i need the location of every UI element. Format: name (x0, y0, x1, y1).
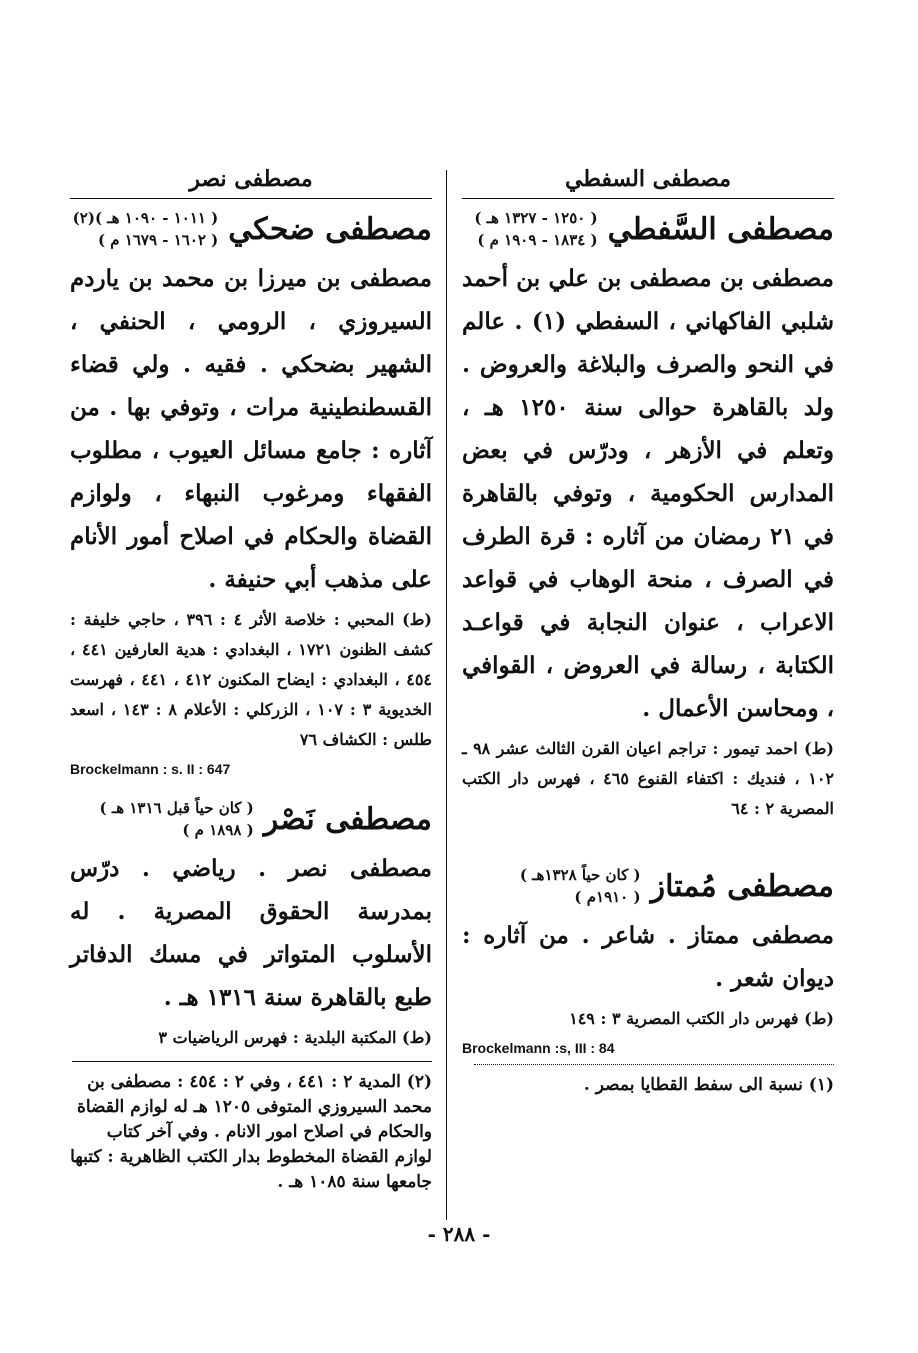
entry-body: مصطفى نصر . رياضي . درّس بمدرسة الحقوق المصرية . له الأسلوب المتواتر في مسك الدفاتر طبع بالقاهرة سنة ١٣١٦ هـ . (70, 855, 432, 1011)
entry-dates (73, 207, 219, 251)
entry-name: مصطفى نَصْر (263, 801, 432, 837)
entry-sources: (ط) فهرس دار الكتب المصرية ٣ : ١٤٩ (569, 1009, 834, 1028)
entry-body: مصطفى ممتاز . شاعر . من آثاره : ديوان شعر . (462, 922, 834, 992)
entry-name: مصطفى مُمتاز (650, 868, 834, 904)
entry-heading (70, 207, 432, 251)
right-column-header: مصطفى السفطي (565, 166, 731, 192)
latin-reference: Brockelmann : s. II : 647 (70, 761, 231, 777)
entry-name: مصطفى السَّفطي (607, 211, 834, 247)
entry-heading (462, 207, 834, 251)
entry-sources: (ط) احمد تيمور : تراجم اعيان القرن الثالث عشر ٩٨ ـ ١٠٢ ، فنديك : اكتفاء القنوع ٤٦٥ ، فهرس دار الكتب المصرية ٢ : ٦٤ (462, 739, 834, 818)
dates-gregorian: ( ١٦٠٢ - ١٦٧٩ م ) (97, 231, 219, 249)
entry-name: مصطفى ضحكي (228, 211, 432, 247)
footnote: (٢) المدية ٢ : ٤٤١ ، وفي ٢ : ٤٥٤ : مصطفى بن محمد السيروزي المتوفى ١٢٠٥ هـ له لوازم القضاة والحكام في اصلاح امور الانام . وفي آخر كتاب لوازم القضاة المخطوط بدار الكتب الظاهرية : كتبها جامعها سنة ١٠٨٥ هـ . (70, 1072, 432, 1192)
dates-hijri: ( ١٠١١ - ١٠٩٠ هـ )(٢) (72, 209, 219, 227)
footnote-rule (72, 1061, 432, 1062)
dates-gregorian: ( ١٨٣٤ - ١٩٠٩ م ) (477, 231, 598, 249)
latin-reference: Brockelmann :s, III : 84 (462, 1040, 615, 1056)
dates-hijri: ( كان حياً ١٣٢٨هـ ) (519, 866, 641, 884)
left-column (70, 160, 432, 1195)
entry-dates (100, 797, 254, 841)
header-rule (70, 198, 432, 199)
entry-dates (474, 207, 597, 251)
dates-hijri: ( كان حياً قبل ١٣١٦ هـ ) (99, 799, 254, 817)
column-divider (446, 170, 447, 1220)
entry-heading (70, 797, 432, 841)
entry-sources: (ط) المحبي : خلاصة الأثر ٤ : ٣٩٦ ، حاجي خليفة : كشف الظنون ١٧٢١ ، البغدادي : هدية العارفين ٤٤١ ، ٤٥٤ ، البغدادي : ايضاح المكنون ٤١٢ ، ٤٤١ ، فهرست الخديوية ٣ : ١٠٧ ، الزركلي : الأعلام ٨ : ١٤٣ ، اسعد طلس : الكشاف ٧٦ (70, 610, 433, 749)
page-number: - ٢٨٨ - (427, 1222, 491, 1246)
entry-dates (520, 864, 641, 908)
footnote: (١) نسبة الى سفط القطايا بمصر . (583, 1075, 834, 1095)
dates-hijri: ( ١٢٥٠ - ١٣٢٧ هـ ) (474, 209, 598, 227)
entry-body: مصطفى بن مصطفى بن علي بن أحمد شلبي الفاكهاني ، السفطي (١) . عالم في النحو والصرف والبلاغة والعروض . ولد بالقاهرة حوالى سنة ١٢٥٠ هـ ، وتعلم في الأزهر ، ودرّس في بعض المدارس الحكومية ، وتوفي بالقاهرة في ٢١ رمضان من آثاره : قرة الطرف في الصرف ، منحة الوهاب في قواعد الاعراب ، عنوان النجابة في قواعـد الكتابة ، رسالة في العروض ، القوافي ، ومحاسن الأعمال . (462, 265, 835, 722)
left-column-header: مصطفى نصر (189, 166, 313, 192)
dates-gregorian: ( ١٨٩٨ م ) (182, 821, 254, 839)
entry-body: مصطفى بن ميرزا بن محمد بن ياردم السيروزي ، الرومي ، الحنفي ، الشهير بضحكي . فقيه . ولي قضاء القسطنطينية مرات ، وتوفي بها . من آثاره : جامع مسائل العيوب ، مطلوب الفقهاء ومرغوب النبهاء ، ولوازم القضاة والحكام في اصلاح أمور الأنام على مذهب أبي حنيفة . (70, 265, 432, 593)
dates-gregorian: ( ١٩١٠م ) (574, 888, 641, 906)
header-rule (462, 198, 834, 199)
footnote-rule (474, 1064, 834, 1065)
entry-sources: (ط) المكتبة البلدية : فهرس الرياضيات ٣ (158, 1028, 432, 1047)
right-column (462, 160, 834, 1098)
entry-heading (462, 864, 834, 908)
